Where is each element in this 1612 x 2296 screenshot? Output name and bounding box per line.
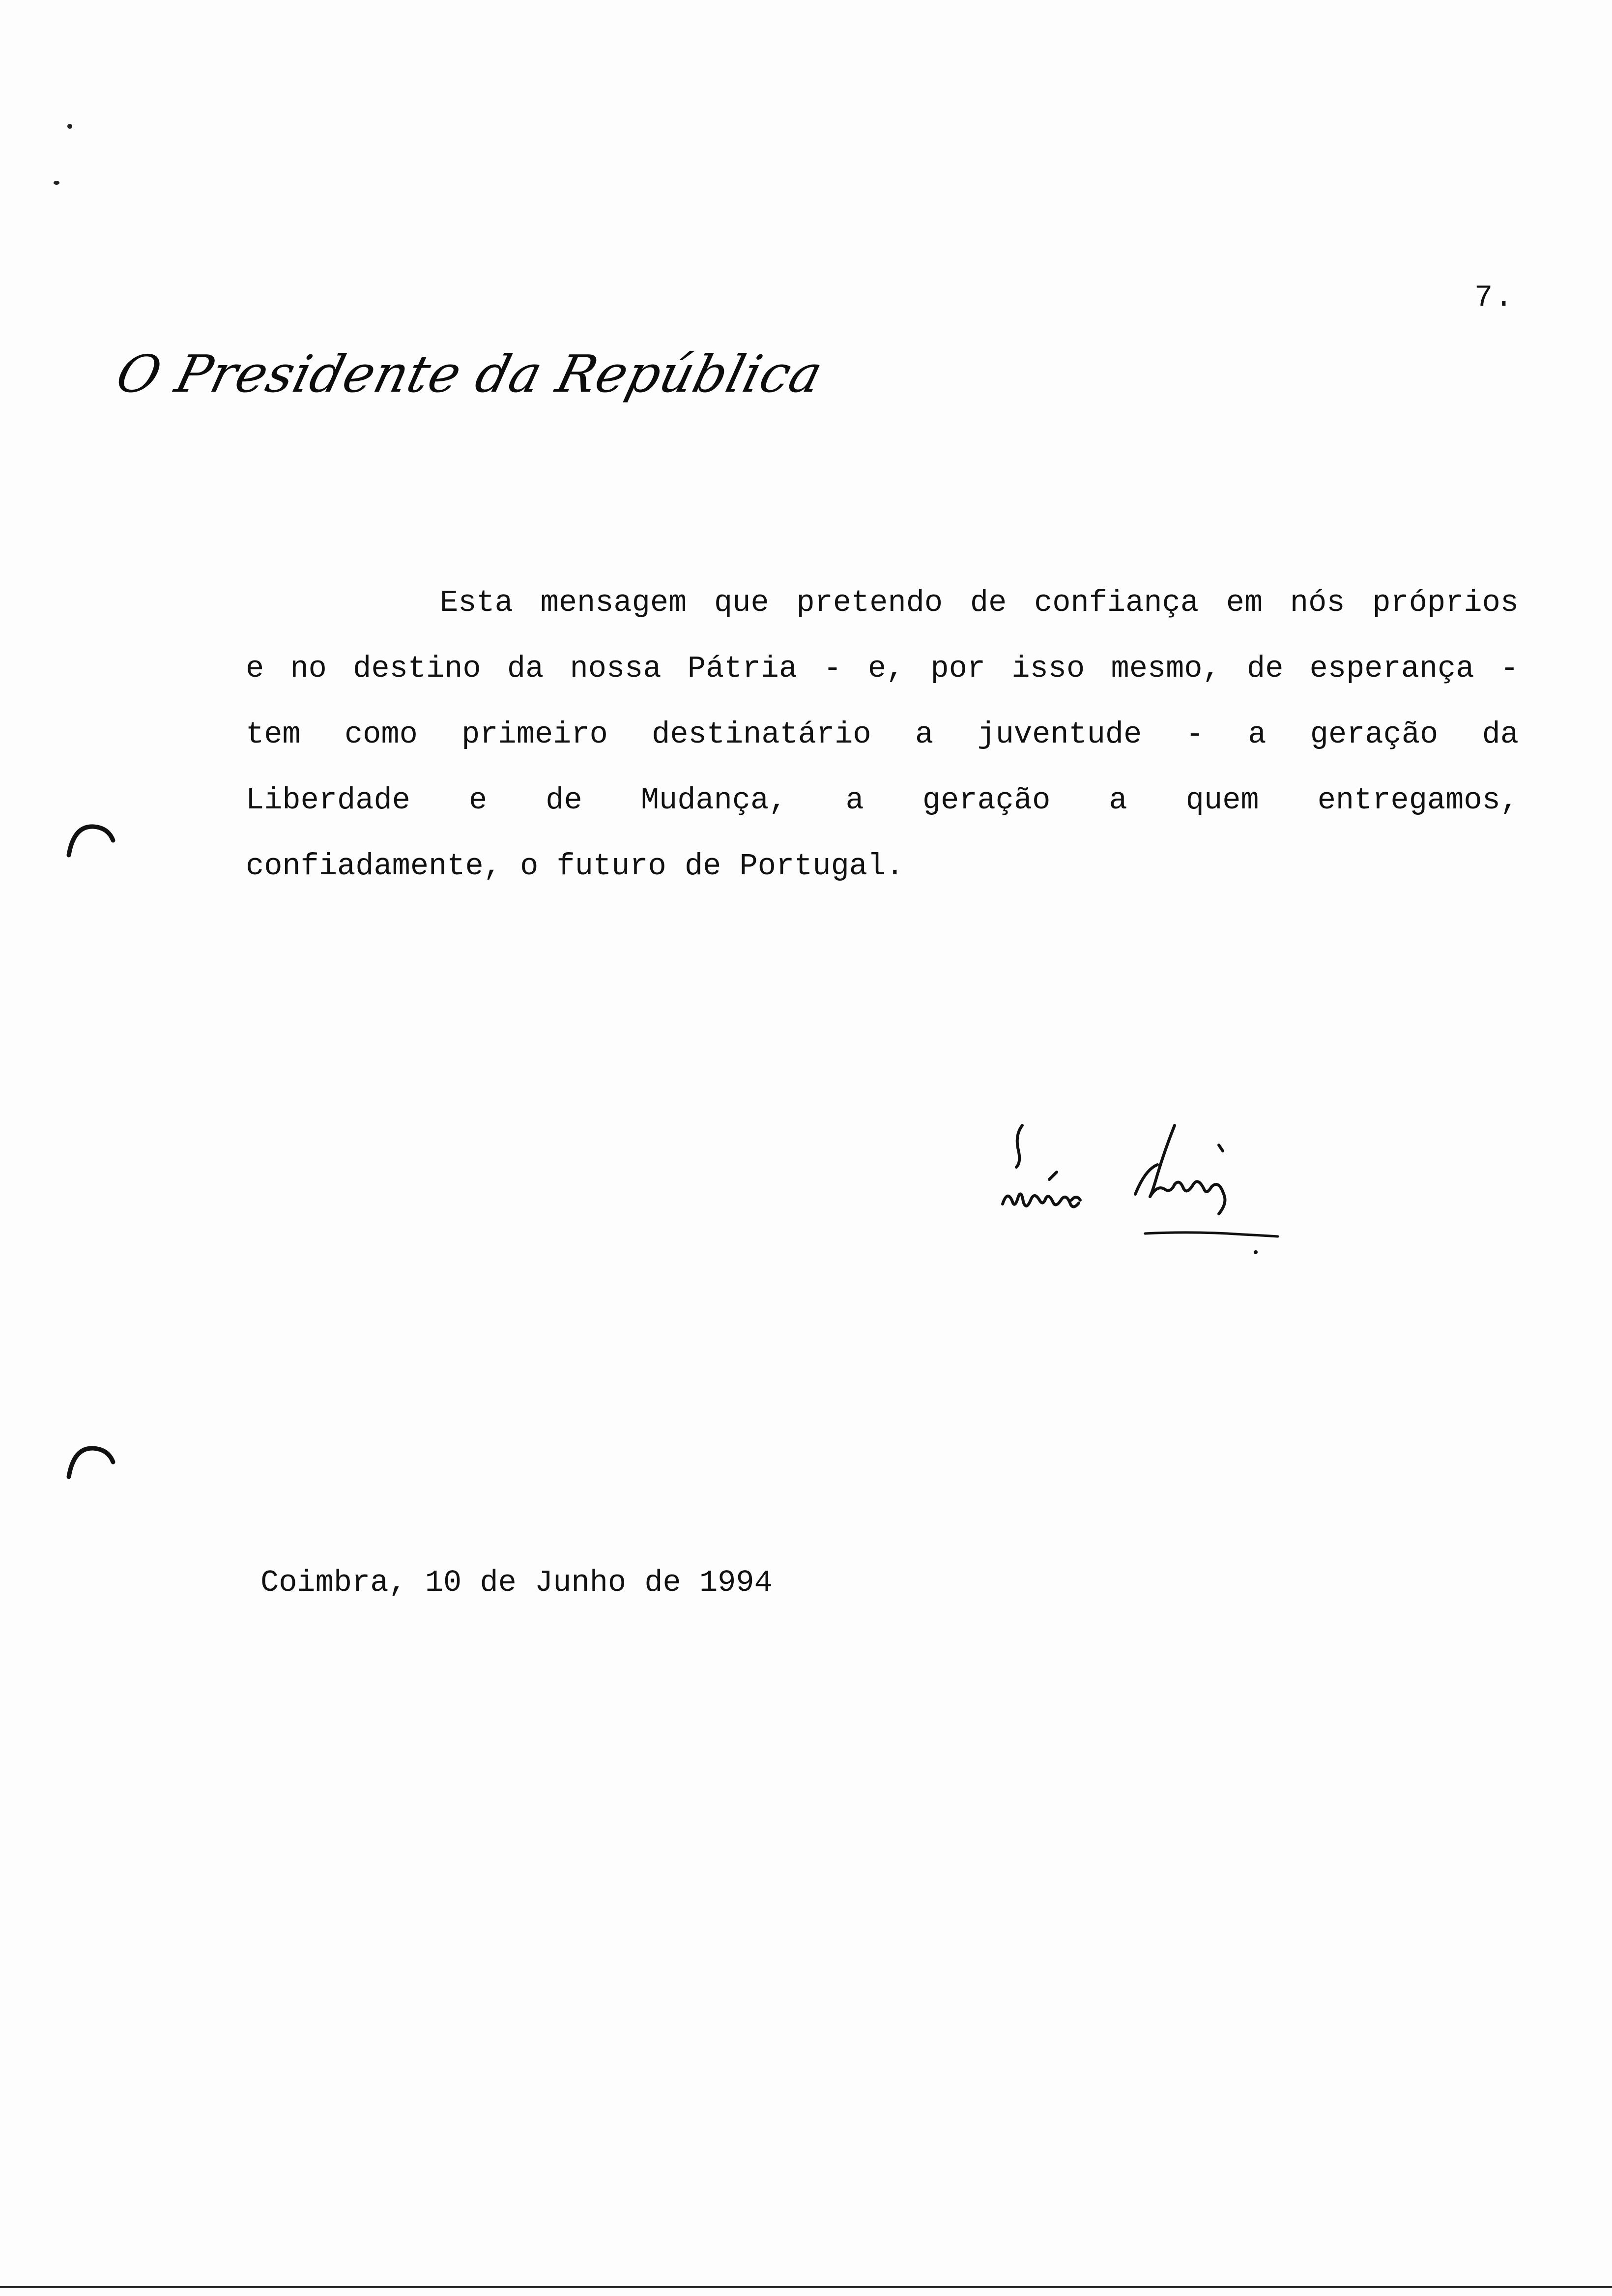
paragraph-line: Liberdade e de Mudança, a geração a quem entregamos,	[246, 783, 1519, 818]
page-number: 7.	[1474, 280, 1515, 315]
place-and-date: Coimbra, 10 de Junho de 1994	[260, 1565, 773, 1600]
letterhead-title: O Presidente da República	[110, 344, 829, 404]
paragraph-line: tem como primeiro destinatário a juventude - a geração da	[246, 717, 1519, 752]
message-paragraph	[246, 570, 1519, 899]
punch-hole-mark-lower	[64, 1442, 118, 1482]
handwritten-signature	[988, 1116, 1293, 1263]
scan-marks-top-left	[44, 59, 74, 197]
paragraph-line: Esta mensagem que pretendo de confiança em nós próprios	[440, 585, 1519, 620]
paragraph-line: confiadamente, o futuro de Portugal.	[246, 849, 904, 884]
page-bottom-rule	[0, 2286, 1612, 2288]
punch-hole-mark-upper	[64, 821, 118, 860]
paragraph-line: e no destino da nossa Pátria - e, por isso mesmo, de esperança -	[246, 651, 1519, 686]
